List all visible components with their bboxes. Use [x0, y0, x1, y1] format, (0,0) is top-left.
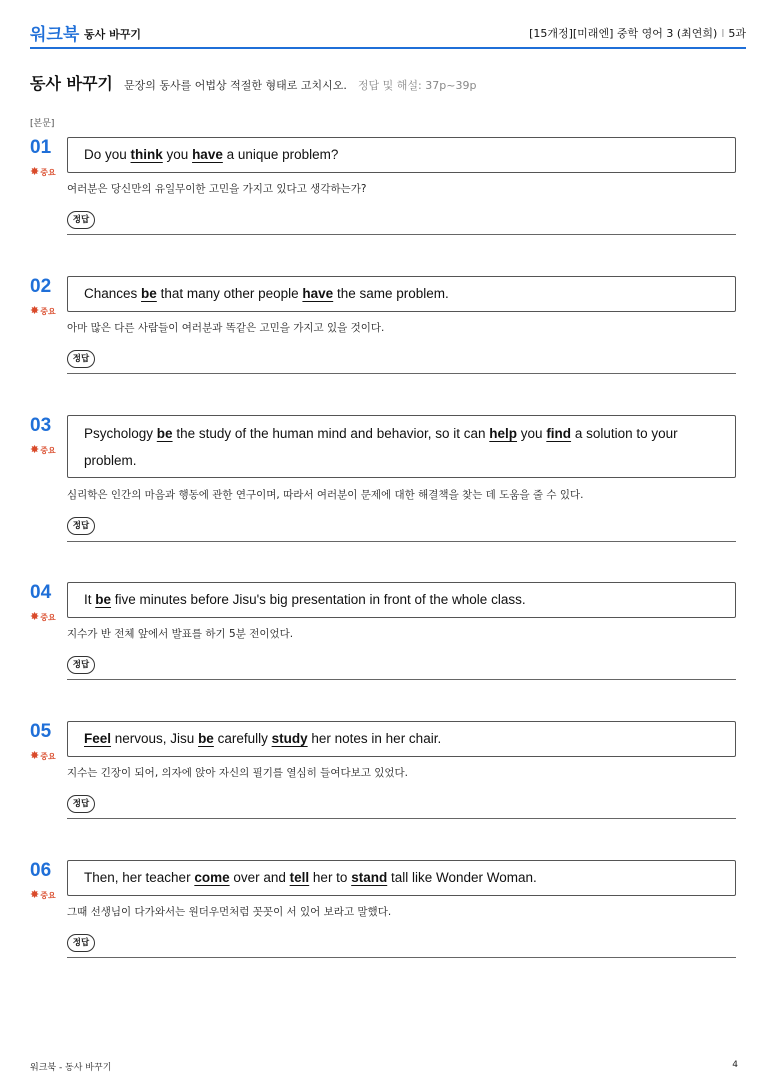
question-box: [67, 582, 736, 618]
korean-translation: 심리학은 인간의 마음과 행동에 관한 연구이며, 따라서 여러분이 문제에 대한 해결책을 찾는 데 도움을 줄 수 있다.: [67, 489, 584, 501]
target-verb: be: [156, 426, 173, 441]
question-text: the same problem.: [333, 286, 449, 301]
header-separator: l: [721, 27, 725, 40]
importance-badge: [30, 888, 56, 901]
importance-label: 중요: [40, 446, 56, 455]
answer-line[interactable]: [67, 541, 736, 542]
question-item: [30, 860, 746, 980]
question-box: [67, 860, 736, 896]
page-number: 4: [732, 1060, 738, 1070]
burst-icon: ✸: [30, 610, 40, 623]
importance-badge: [30, 443, 56, 456]
target-verb: tell: [289, 870, 310, 885]
target-verb: have: [302, 286, 334, 301]
importance-badge: [30, 749, 56, 762]
question-text: a solution to your problem.: [84, 426, 678, 468]
question-number: 03: [30, 415, 52, 436]
burst-icon: ✸: [30, 443, 40, 456]
question-text: Chances: [84, 286, 142, 301]
answer-line[interactable]: [67, 373, 736, 374]
answer-reference: 정답 및 해설: 37p~39p: [357, 79, 477, 92]
answer-button[interactable]: 정답: [67, 211, 95, 229]
course-info: [529, 25, 746, 41]
question-text: Then, her teacher: [84, 870, 195, 885]
question-box: [67, 415, 736, 478]
target-verb: be: [95, 592, 112, 607]
question-text: her to: [309, 870, 352, 885]
target-verb: come: [194, 870, 230, 885]
target-verb: be: [198, 731, 214, 746]
instruction-text: 문장의 동사를 어법상 적절한 형태로 고치시오.: [123, 79, 347, 92]
answer-line[interactable]: [67, 234, 736, 235]
importance-label: 중요: [40, 307, 56, 316]
question-number: 05: [30, 721, 52, 742]
lesson-label: 5과: [728, 27, 746, 40]
page-title-row: [30, 71, 476, 95]
korean-translation: 지수가 반 전체 앞에서 발표를 하기 5분 전이었다.: [67, 628, 294, 640]
question-box: [67, 137, 736, 173]
target-verb: have: [192, 147, 223, 162]
question-text: you: [517, 426, 547, 441]
question-item: [30, 276, 746, 396]
answer-button[interactable]: 정답: [67, 656, 95, 674]
korean-translation: 여러분은 당신만의 유일무이한 고민을 가지고 있다고 생각하는가?: [67, 183, 367, 195]
answer-button[interactable]: 정답: [67, 795, 95, 813]
question-item: [30, 137, 746, 257]
korean-translation: 그때 선생님이 다가와서는 원더우먼처럼 꼿꼿이 서 있어 보라고 말했다.: [67, 906, 392, 918]
question-text: Do you: [84, 147, 131, 162]
question-text: over and: [229, 870, 290, 885]
source-tag: [본문]: [30, 119, 55, 129]
footer-title: 워크북 - 동사 바꾸기: [30, 1063, 112, 1073]
header-divider: [30, 47, 746, 49]
question-text: a unique problem?: [222, 147, 339, 162]
answer-line[interactable]: [67, 679, 736, 680]
target-verb: stand: [351, 870, 388, 885]
brand-title: 워크북: [30, 25, 80, 45]
korean-translation: 지수는 긴장이 되어, 의자에 앉아 자신의 필기를 열심히 들여다보고 있었다.: [67, 767, 409, 779]
question-text: her notes in her chair.: [307, 731, 442, 746]
question-item: [30, 415, 746, 555]
question-text: tall like Wonder Woman.: [387, 870, 537, 885]
burst-icon: ✸: [30, 165, 40, 178]
burst-icon: ✸: [30, 749, 40, 762]
question-number: 02: [30, 276, 52, 297]
question-text: the study of the human mind and behavior, so it can: [172, 426, 490, 441]
target-verb: think: [130, 147, 163, 162]
question-number: 01: [30, 137, 52, 158]
answer-line[interactable]: [67, 818, 736, 819]
answer-button[interactable]: 정답: [67, 934, 95, 952]
question-number: 06: [30, 860, 52, 881]
question-item: [30, 721, 746, 841]
target-verb: find: [546, 426, 572, 441]
importance-label: 중요: [40, 168, 56, 177]
target-verb: study: [271, 731, 308, 746]
answer-line[interactable]: [67, 957, 736, 958]
target-verb: Feel: [84, 731, 112, 746]
question-text: It: [84, 592, 96, 607]
importance-badge: [30, 165, 56, 178]
importance-label: 중요: [40, 752, 56, 761]
question-text: five minutes before Jisu's big presentation in front of the whole class.: [111, 592, 526, 607]
page-title: 동사 바꾸기: [30, 74, 113, 93]
question-box: [67, 276, 736, 312]
korean-translation: 아마 많은 다른 사람들이 여러분과 똑같은 고민을 가지고 있을 것이다.: [67, 322, 385, 334]
target-verb: help: [489, 426, 518, 441]
question-text: carefully: [213, 731, 272, 746]
question-text: nervous, Jisu: [111, 731, 199, 746]
page-header: [30, 20, 746, 48]
answer-button[interactable]: 정답: [67, 517, 95, 535]
question-number: 04: [30, 582, 52, 603]
question-text: Psychology: [84, 426, 157, 441]
burst-icon: ✸: [30, 888, 40, 901]
importance-badge: [30, 610, 56, 623]
question-box: [67, 721, 736, 757]
question-text: you: [162, 147, 193, 162]
question-item: [30, 582, 746, 702]
course-title: [15개정][미래엔] 중학 영어 3 (최연희): [529, 27, 718, 40]
importance-label: 중요: [40, 891, 56, 900]
question-text: that many other people: [156, 286, 303, 301]
importance-label: 중요: [40, 613, 56, 622]
importance-badge: [30, 304, 56, 317]
section-name: 동사 바꾸기: [84, 28, 141, 41]
target-verb: be: [141, 286, 157, 301]
burst-icon: ✸: [30, 304, 40, 317]
answer-button[interactable]: 정답: [67, 350, 95, 368]
